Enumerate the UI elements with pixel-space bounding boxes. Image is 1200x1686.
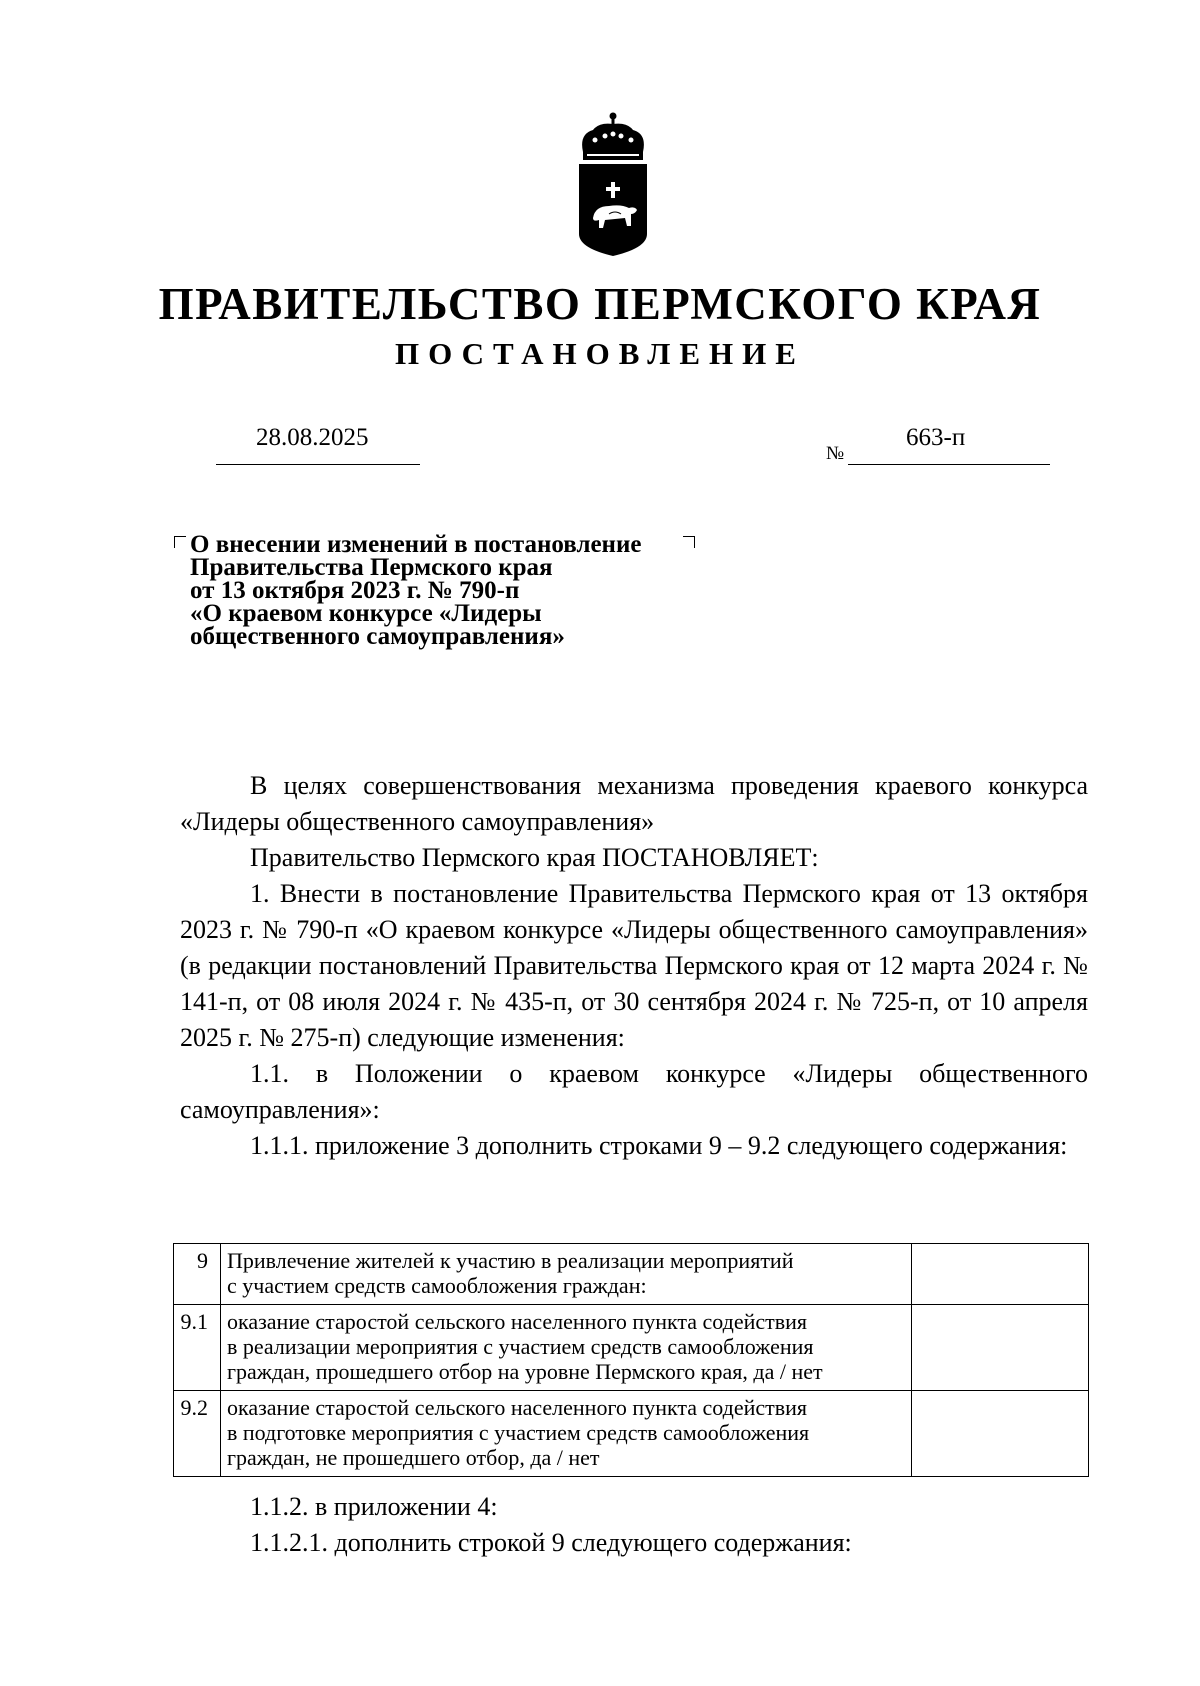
body-paragraph-item-1-1-1: 1.1.1. приложение 3 дополнить строками 9 – 9.2 следующего содержания: (250, 1131, 1068, 1160)
subject-corner-left (174, 536, 186, 548)
table-row (174, 1305, 1089, 1391)
number-sign: № (826, 443, 845, 464)
subject-line: О внесении изменений в постановление (190, 531, 642, 558)
row-value-cell (911, 1244, 1088, 1305)
row-text-line: в подготовке мероприятия с участием средств самообложения (226, 1420, 810, 1445)
row-text-line: граждан, не прошедшего отбор, да / нет (226, 1445, 600, 1470)
row-number: 9.2 (174, 1391, 221, 1477)
item-1-1-2-1: 1.1.2.1. дополнить строкой 9 следующего содержания: (250, 1528, 852, 1557)
body-paragraph-resolves: Правительство Пермского края ПОСТАНОВЛЯЕТ: (250, 843, 819, 872)
document-type: ПОСТАНОВЛЕНИЕ (395, 336, 805, 371)
document-body (180, 768, 1088, 1164)
row-text-line: Привлечение жителей к участию в реализации мероприятий (226, 1248, 794, 1273)
row-text-line: в реализации мероприятия с участием средств самообложения (226, 1334, 814, 1359)
row-number: 9 (174, 1244, 221, 1305)
subject-line: «О краевом конкурсе «Лидеры (190, 600, 542, 627)
table-row (174, 1391, 1089, 1477)
row-text (220, 1244, 911, 1305)
document-subject (190, 533, 710, 648)
document-date: 28.08.2025 (256, 424, 369, 451)
row-number: 9.1 (174, 1305, 221, 1391)
body-paragraph-item-1-1: 1.1. в Положении о краевом конкурсе «Лидеры общественного самоуправления»: (180, 1059, 1088, 1124)
subject-line: Правительства Пермского края (190, 554, 553, 581)
item-1-1-2: 1.1.2. в приложении 4: (250, 1492, 498, 1521)
row-text-line: граждан, прошедшего отбор на уровне Пермского края, да / нет (226, 1359, 823, 1384)
body-paragraph-preamble: В целях совершенствования механизма проведения краевого конкурса «Лидеры общественного самоуправления» (180, 771, 1088, 836)
amendment-table (173, 1243, 1089, 1477)
government-title: ПРАВИТЕЛЬСТВО ПЕРМСКОГО КРАЯ (158, 279, 1042, 329)
row-text-line: оказание старостой сельского населенного пункта содействия (226, 1309, 808, 1334)
subject-line: общественного самоуправления» (190, 623, 565, 650)
row-text (220, 1391, 911, 1477)
date-field (216, 424, 420, 465)
row-text-line: оказание старостой сельского населенного пункта содействия (226, 1395, 808, 1420)
row-text (220, 1305, 911, 1391)
row-value-cell (911, 1305, 1088, 1391)
perm-krai-coat-of-arms-icon (565, 110, 661, 262)
number-field (848, 424, 1050, 465)
table-row (174, 1244, 1089, 1305)
subject-line: от 13 октября 2023 г. № 790-п (190, 577, 520, 604)
row-text-line: с участием средств самообложения граждан: (226, 1273, 647, 1298)
document-number: 663-п (906, 424, 966, 451)
row-value-cell (911, 1391, 1088, 1477)
body-paragraph-item-1: 1. Внести в постановление Правительства Пермского края от 13 октября 2023 г. № 790-п «О краевом конкурсе «Лидеры общественного самоуправления» (в редакции постановлений Правительства Пермского края от 12 марта 2024 г. № 141-п, от 08 июля 2024 г. № 435-п, от 30 сентября 2024 г. № 725-п, от 10 апреля 2025 г. № 275-п) следующие изменения: (180, 879, 1088, 1052)
